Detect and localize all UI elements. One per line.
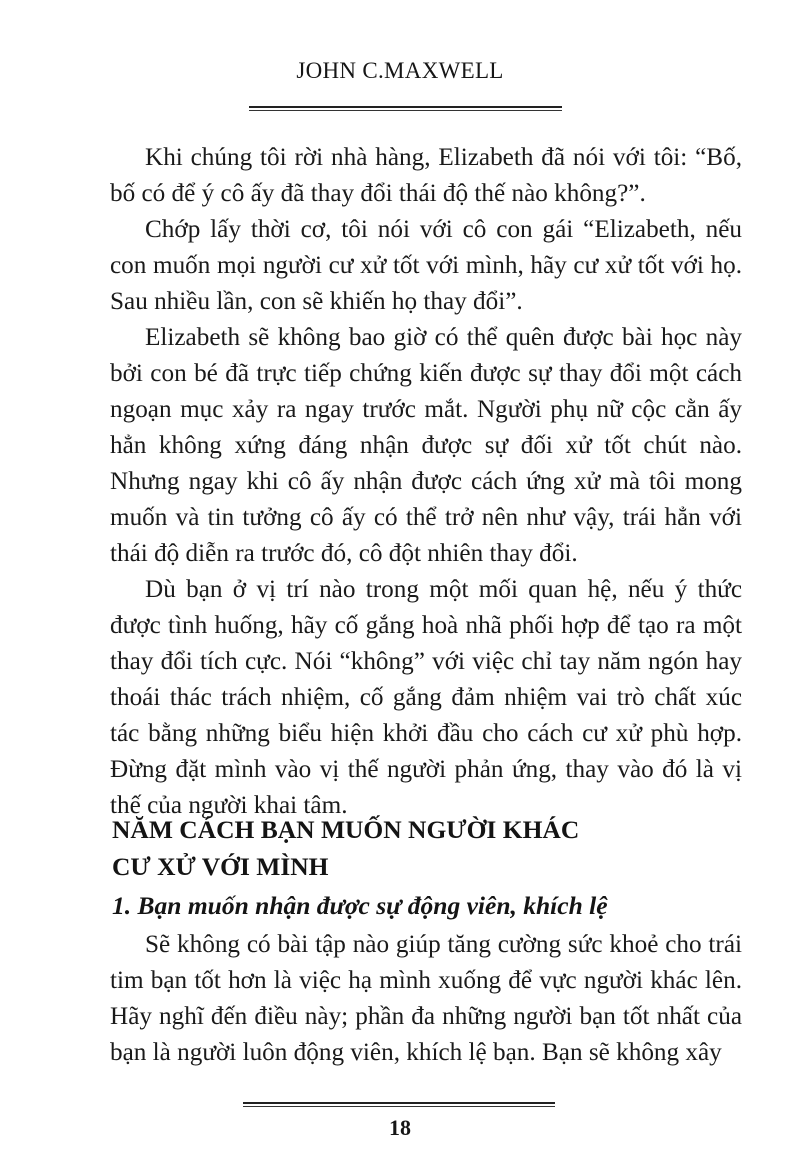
subsection-heading: 1. Bạn muốn nhận được sự động viên, khích lệ [112, 891, 608, 920]
paragraph: Chớp lấy thời cơ, tôi nói với cô con gái “Elizabeth, nếu con muốn mọi người cư xử tốt với mình, hãy cư xử tốt với họ. Sau nhiều lần, con sẽ khiến họ thay đổi”. [110, 216, 742, 315]
paragraph: Khi chúng tôi rời nhà hàng, Elizabeth đã nói với tôi: “Bố, bố có để ý cô ấy đã thay đổi thái độ thế nào không?”. [110, 144, 742, 207]
page-number: 18 [389, 1115, 411, 1140]
running-header-author: JOHN C.MAXWELL [296, 58, 504, 83]
section-heading-line: CƯ XỬ VỚI MÌNH [112, 852, 329, 881]
header-rule [249, 106, 562, 111]
section-heading [112, 811, 712, 885]
body-text-before-section [110, 140, 742, 824]
paragraph: Sẽ không có bài tập nào giúp tăng cường sức khoẻ cho trái tim bạn tốt hơn là việc hạ mình xuống để vực người khác lên. Hãy nghĩ đến điều này; phần đa những người bạn tốt nhất của bạn là người luôn động viên, khích lệ bạn. Bạn sẽ không xây [110, 931, 742, 1066]
footer-rule [243, 1102, 555, 1107]
paragraph: Elizabeth sẽ không bao giờ có thể quên được bài học này bởi con bé đã trực tiếp chứng kiến được sự thay đổi một cách ngoạn mục xảy ra ngay trước mắt. Người phụ nữ cộc cằn ấy hẳn không xứng đáng nhận được sự đối xử tốt chút nào. Nhưng ngay khi cô ấy nhận được cách ứng xử mà tôi mong muốn và tin tưởng cô ấy có thể trở nên như vậy, trái hẳn với thái độ diễn ra trước đó, cô đột nhiên thay đổi. [110, 324, 742, 567]
section-heading-line: NĂM CÁCH BẠN MUỐN NGƯỜI KHÁC [112, 815, 580, 844]
body-text-after-section [110, 927, 742, 1071]
paragraph: Dù bạn ở vị trí nào trong một mối quan hệ, nếu ý thức được tình huống, hãy cố gắng hoà nhã phối hợp để tạo ra một thay đổi tích cực. Nói “không” với việc chỉ tay năm ngón hay thoái thác trách nhiệm, cố gắng đảm nhiệm vai trò chất xúc tác bằng những biểu hiện khởi đầu cho cách cư xử phù hợp. Đừng đặt mình vào vị thế người phản ứng, thay vào đó là vị thế của người khai tâm. [110, 576, 742, 819]
